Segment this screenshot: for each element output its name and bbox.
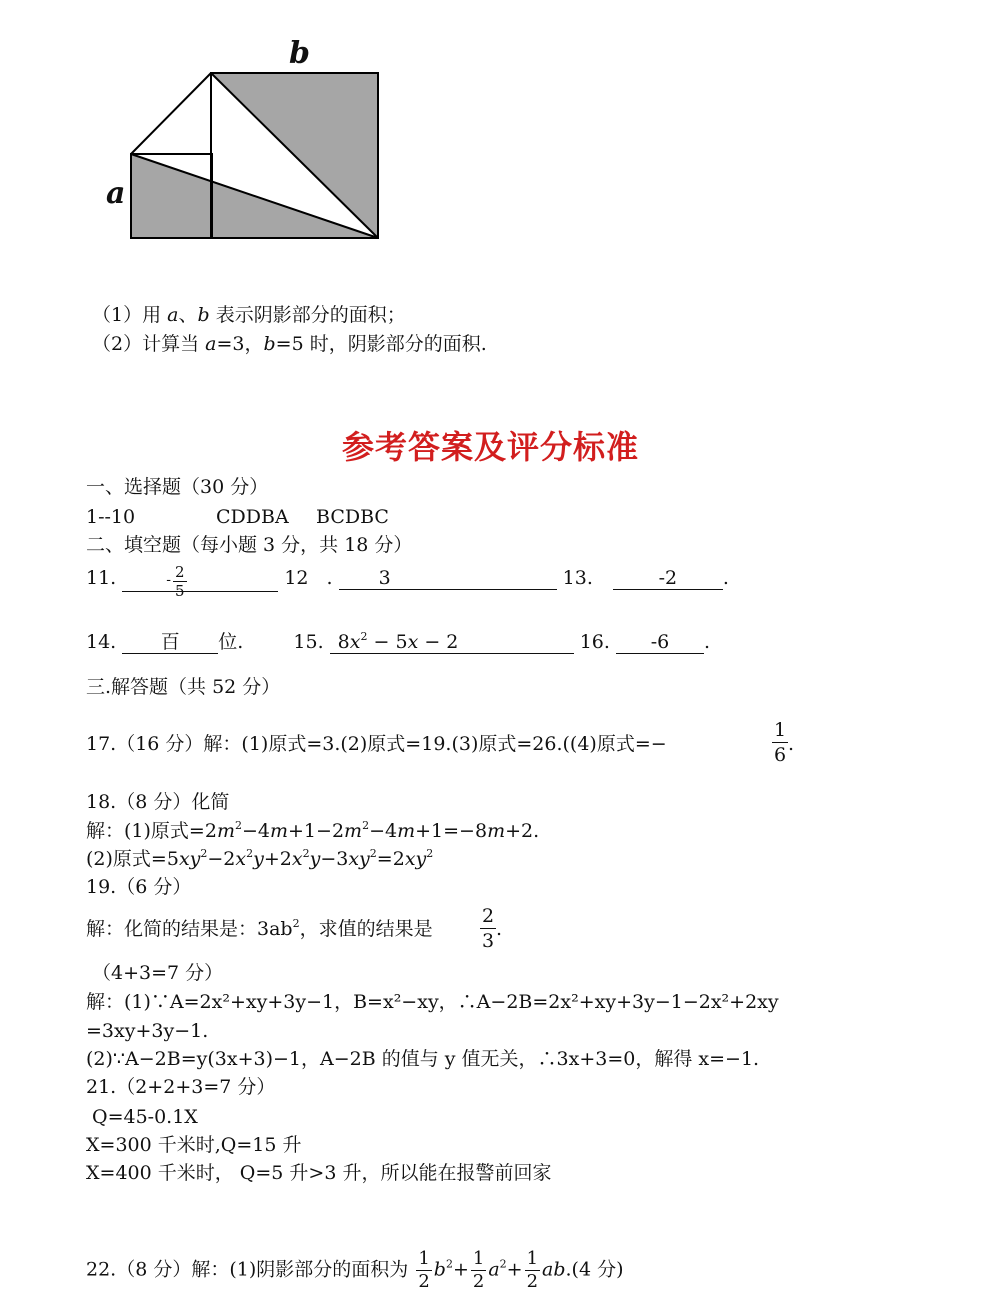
answer-18-line-1: 解：(1)原式$=2m^2-4m+1-2m^2-4m+1=-8m+2$.	[86, 819, 540, 842]
answer-19: 解：化简的结果是：$3ab^2$，求值的结果是	[86, 917, 433, 940]
question-1: （1）用 a、b 表示阴影部分的面积；	[92, 304, 406, 326]
answer-20-line-2: =3xy+3y−1.	[86, 1020, 209, 1042]
answer-21-line-2: X=300 千米时,Q=15 升	[86, 1134, 302, 1156]
fill-row-2: 14. 百 位. 15. $8x^2 - 5x - 2$ 16. -6 .	[86, 630, 711, 653]
sec1-answers: 1--10 CDDBA BCDBC	[86, 506, 389, 528]
label-b: b	[289, 36, 310, 71]
answer-20-line-3: (2)∵A−2B=y(3x+3)−1，A−2B 的值与 y 值无关，∴3x+3=0，解得 x=−1.	[86, 1048, 760, 1070]
answer-21-line-1: Q=45-0.1X	[92, 1106, 198, 1128]
answer-19-head: 19.（6 分）	[86, 876, 192, 898]
answer-17-end: .	[788, 733, 795, 755]
sec3-heading: 三.解答题（共 52 分）	[86, 676, 281, 698]
sec1-heading: 一、选择题（30 分）	[86, 476, 269, 498]
answer-20-line-1: 解：(1)∵A=2x²+xy+3y−1，B=x²−xy，∴A−2B=2x²+xy+3y−1−2x²+2xy	[86, 991, 779, 1013]
answer-title: 参考答案及评分标准	[341, 428, 639, 466]
answer-22: 22.（8 分）解：(1)阴影部分的面积为 $\frac{1}{2}$ $b^2+$ $\frac{1}{2}$ $a^2+$ $\frac{1}{2}$ ab.(4 分)	[86, 1248, 624, 1292]
geometry-figure	[100, 40, 400, 250]
answer-17: 17.（16 分）解：(1)原式=3.(2)原式=19.(3)原式=26.((4)原式=−	[86, 733, 667, 755]
answer-18-line-2: (2)原式$=5xy^2-2x^2y+2x^2y-3xy^2=2xy^2$	[86, 847, 434, 870]
fill-row-1: 11. - 12 . 3 13. -2 .	[86, 566, 729, 592]
answer-11-fraction: $\frac{2}{5}$	[175, 563, 185, 600]
question-2: （2）计算当 a=3，b=5 时，阴影部分的面积.	[92, 333, 487, 355]
answer-18-head: 18.（8 分）化简	[86, 791, 230, 813]
answer-20-head: （4+3=7 分）	[92, 962, 224, 984]
sec2-heading: 二、填空题（每小题 3 分，共 18 分）	[86, 534, 413, 556]
answer-19-fraction: $\frac{2}{3}$	[482, 905, 495, 952]
answer-19-end: .	[496, 918, 503, 940]
label-a: a	[106, 176, 126, 211]
answer-17-fraction: $\frac{1}{6}$	[774, 719, 787, 766]
answer-21-head: 21.（2+2+3=7 分）	[86, 1076, 276, 1098]
answer-21-line-3: X=400 千米时， Q=5 升>3 升，所以能在报警前回家	[86, 1162, 552, 1184]
